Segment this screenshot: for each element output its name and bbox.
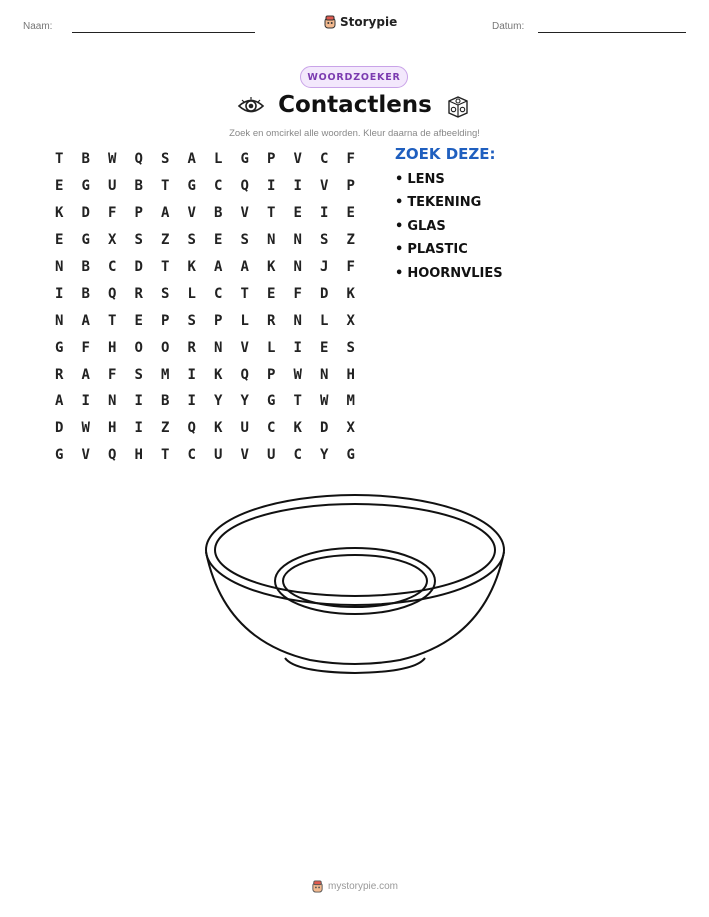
grid-cell[interactable]: S [346,339,355,356]
grid-cell[interactable]: E [346,205,355,222]
grid-cell[interactable]: N [293,232,302,249]
grid-cell[interactable]: L [267,339,276,356]
grid-cell[interactable]: T [240,285,249,302]
grid-cell[interactable]: A [55,393,64,410]
grid-cell[interactable]: J [320,259,329,275]
name-label: Naam: [23,21,53,32]
grid-cell[interactable]: P [161,312,170,329]
word-list-item: • TEKENING [395,194,503,217]
grid-cell[interactable]: B [214,205,223,222]
grid-cell[interactable]: F [81,339,90,356]
grid-cell[interactable]: Z [346,232,355,249]
grid-cell[interactable]: R [187,339,196,356]
grid-cell[interactable]: F [346,151,355,168]
grid-cell[interactable]: C [267,420,276,437]
grid-cell[interactable]: E [320,339,329,356]
grid-cell[interactable]: H [108,339,117,356]
grid-cell[interactable]: G [81,178,90,195]
grid-cell[interactable]: S [134,366,143,383]
grid-cell[interactable]: I [293,339,302,356]
grid-cell[interactable]: E [55,232,64,249]
grid-cell[interactable]: U [240,420,249,437]
grid-cell[interactable]: C [108,259,117,275]
grid-cell[interactable]: T [55,151,64,168]
word-list [395,171,503,288]
grid-cell[interactable]: Y [320,447,329,464]
grid-cell[interactable]: G [267,393,276,410]
grid-cell[interactable]: N [267,232,276,249]
grid-cell[interactable]: S [161,285,170,302]
contact-lens-illustration[interactable] [200,490,510,680]
grid-cell[interactable]: F [108,366,117,383]
grid-cell[interactable]: A [240,259,249,275]
grid-cell[interactable]: I [320,205,329,222]
grid-cell[interactable]: A [161,205,170,222]
grid-cell[interactable]: L [214,151,223,168]
word-list-item: • PLASTIC [395,241,503,264]
grid-cell[interactable]: N [55,259,64,275]
grid-cell[interactable]: C [293,447,302,464]
letter-grid [46,146,364,469]
grid-cell[interactable]: W [81,420,90,437]
grid-cell[interactable]: K [346,285,355,302]
grid-cell[interactable]: A [81,366,90,383]
grid-cell[interactable]: R [55,366,64,383]
grid-cell[interactable]: S [161,151,170,168]
worksheet-type-badge: WOORDZOEKER [300,66,408,88]
grid-cell[interactable]: F [346,259,355,275]
grid-cell[interactable]: L [240,312,249,329]
grid-cell[interactable]: V [293,151,302,168]
grid-cell[interactable]: T [161,259,170,275]
footer-url[interactable]: mystorypie.com [327,881,398,892]
grid-cell[interactable]: D [55,420,64,437]
grid-cell[interactable]: T [161,447,170,464]
grid-cell[interactable]: P [134,205,143,222]
grid-cell[interactable]: P [214,312,223,329]
grid-cell[interactable]: V [81,447,90,464]
grid-cell[interactable]: N [320,366,329,383]
grid-cell[interactable]: S [134,232,143,249]
grid-cell[interactable]: V [320,178,329,195]
grid-cell[interactable]: I [187,393,196,410]
grid-cell[interactable]: G [187,178,196,195]
grid-cell[interactable]: H [134,447,143,464]
grid-cell[interactable]: A [81,312,90,329]
grid-cell[interactable]: M [346,393,355,410]
grid-cell[interactable]: H [346,366,355,383]
grid-cell[interactable]: Q [108,285,117,302]
grid-cell[interactable]: W [293,366,302,383]
grid-cell[interactable]: R [267,312,276,329]
footer [0,880,709,893]
grid-cell[interactable]: U [108,178,117,195]
grid-cell[interactable]: I [267,178,276,195]
grid-cell[interactable]: Q [187,420,196,437]
grid-cell[interactable]: R [134,285,143,302]
grid-cell[interactable]: P [267,151,276,168]
page-title: Contactlens [278,92,432,118]
grid-cell[interactable]: S [320,232,329,249]
grid-cell[interactable]: D [134,259,143,275]
grid-cell[interactable]: C [320,151,329,168]
grid-cell[interactable]: G [55,447,64,464]
date-field[interactable] [538,32,686,33]
grid-cell[interactable]: D [320,285,329,302]
grid-cell[interactable]: E [267,285,276,302]
storypie-mascot-icon [311,880,324,893]
date-label: Datum: [492,21,525,32]
grid-cell[interactable]: C [214,178,223,195]
grid-cell[interactable]: K [267,259,276,275]
grid-cell[interactable]: T [293,393,302,410]
grid-cell[interactable]: N [214,339,223,356]
name-field[interactable] [72,32,255,33]
grid-cell[interactable]: O [161,339,170,356]
grid-cell[interactable]: B [81,259,90,275]
grid-cell[interactable]: G [55,339,64,356]
grid-cell[interactable]: V [240,339,249,356]
grid-cell[interactable]: Y [240,393,249,410]
grid-cell[interactable]: A [187,151,196,168]
word-list-title: ZOEK DEZE: [395,145,496,163]
grid-cell[interactable]: T [161,178,170,195]
grid-cell[interactable]: G [81,232,90,249]
word-list-item: • HOORNVLIES [395,265,503,288]
brand-logo [323,15,397,29]
grid-cell[interactable]: N [55,312,64,329]
grid-cell[interactable]: L [187,285,196,302]
grid-cell[interactable]: I [81,393,90,410]
grid-cell[interactable]: B [81,285,90,302]
grid-cell[interactable]: V [240,205,249,222]
grid-cell[interactable]: W [108,151,117,168]
grid-cell[interactable]: X [346,420,355,437]
storypie-mascot-icon [323,15,337,29]
grid-cell[interactable]: T [267,205,276,222]
grid-cell[interactable]: X [108,232,117,249]
grid-cell[interactable]: L [320,312,329,329]
grid-cell[interactable]: Y [214,393,223,410]
grid-cell[interactable]: K [214,420,223,437]
grid-cell[interactable]: B [161,393,170,410]
grid-cell[interactable]: F [108,205,117,222]
grid-cell[interactable]: I [134,393,143,410]
grid-cell[interactable]: Q [134,151,143,168]
grid-cell[interactable]: I [55,285,64,302]
grid-cell[interactable]: O [134,339,143,356]
grid-cell[interactable]: H [108,420,117,437]
grid-cell[interactable]: E [134,312,143,329]
word-list-item: • LENS [395,171,503,194]
grid-cell[interactable]: U [267,447,276,464]
grid-cell[interactable]: C [214,285,223,302]
grid-cell[interactable]: Q [240,178,249,195]
grid-cell[interactable]: W [320,393,329,410]
grid-cell[interactable]: S [187,312,196,329]
grid-cell[interactable]: C [187,447,196,464]
grid-cell[interactable]: P [267,366,276,383]
grid-cell[interactable]: K [187,259,196,275]
grid-cell[interactable]: N [293,259,302,275]
grid-cell[interactable]: F [293,285,302,302]
grid-cell[interactable]: N [108,393,117,410]
grid-cell[interactable]: U [214,447,223,464]
grid-cell[interactable]: E [214,232,223,249]
contact-lens-case-icon [445,94,471,120]
grid-cell[interactable]: P [346,178,355,195]
grid-cell[interactable]: D [81,205,90,222]
grid-cell[interactable]: D [320,420,329,437]
grid-cell[interactable]: Z [161,232,170,249]
grid-cell[interactable]: I [293,178,302,195]
grid-cell[interactable]: N [293,312,302,329]
grid-cell[interactable]: K [55,205,64,222]
grid-cell[interactable]: K [214,366,223,383]
grid-cell[interactable]: B [81,151,90,168]
grid-cell[interactable]: Q [240,366,249,383]
grid-cell[interactable]: A [214,259,223,275]
grid-cell[interactable]: X [346,312,355,329]
grid-cell[interactable]: I [187,366,196,383]
grid-cell[interactable]: Q [108,447,117,464]
grid-cell[interactable]: G [240,151,249,168]
grid-cell[interactable]: E [293,205,302,222]
grid-cell[interactable]: S [187,232,196,249]
grid-cell[interactable]: V [240,447,249,464]
grid-cell[interactable]: V [187,205,196,222]
grid-cell[interactable]: I [134,420,143,437]
grid-cell[interactable]: M [161,366,170,383]
brand-name: Storypie [340,15,398,29]
grid-cell[interactable]: E [55,178,64,195]
grid-cell[interactable]: G [346,447,355,464]
word-list-item: • GLAS [395,218,503,241]
grid-cell[interactable]: K [293,420,302,437]
grid-cell[interactable]: S [240,232,249,249]
instructions: Zoek en omcirkel alle woorden. Kleur daarna de afbeelding! [229,128,480,139]
grid-cell[interactable]: Z [161,420,170,437]
grid-cell[interactable]: T [108,312,117,329]
grid-cell[interactable]: B [134,178,143,195]
